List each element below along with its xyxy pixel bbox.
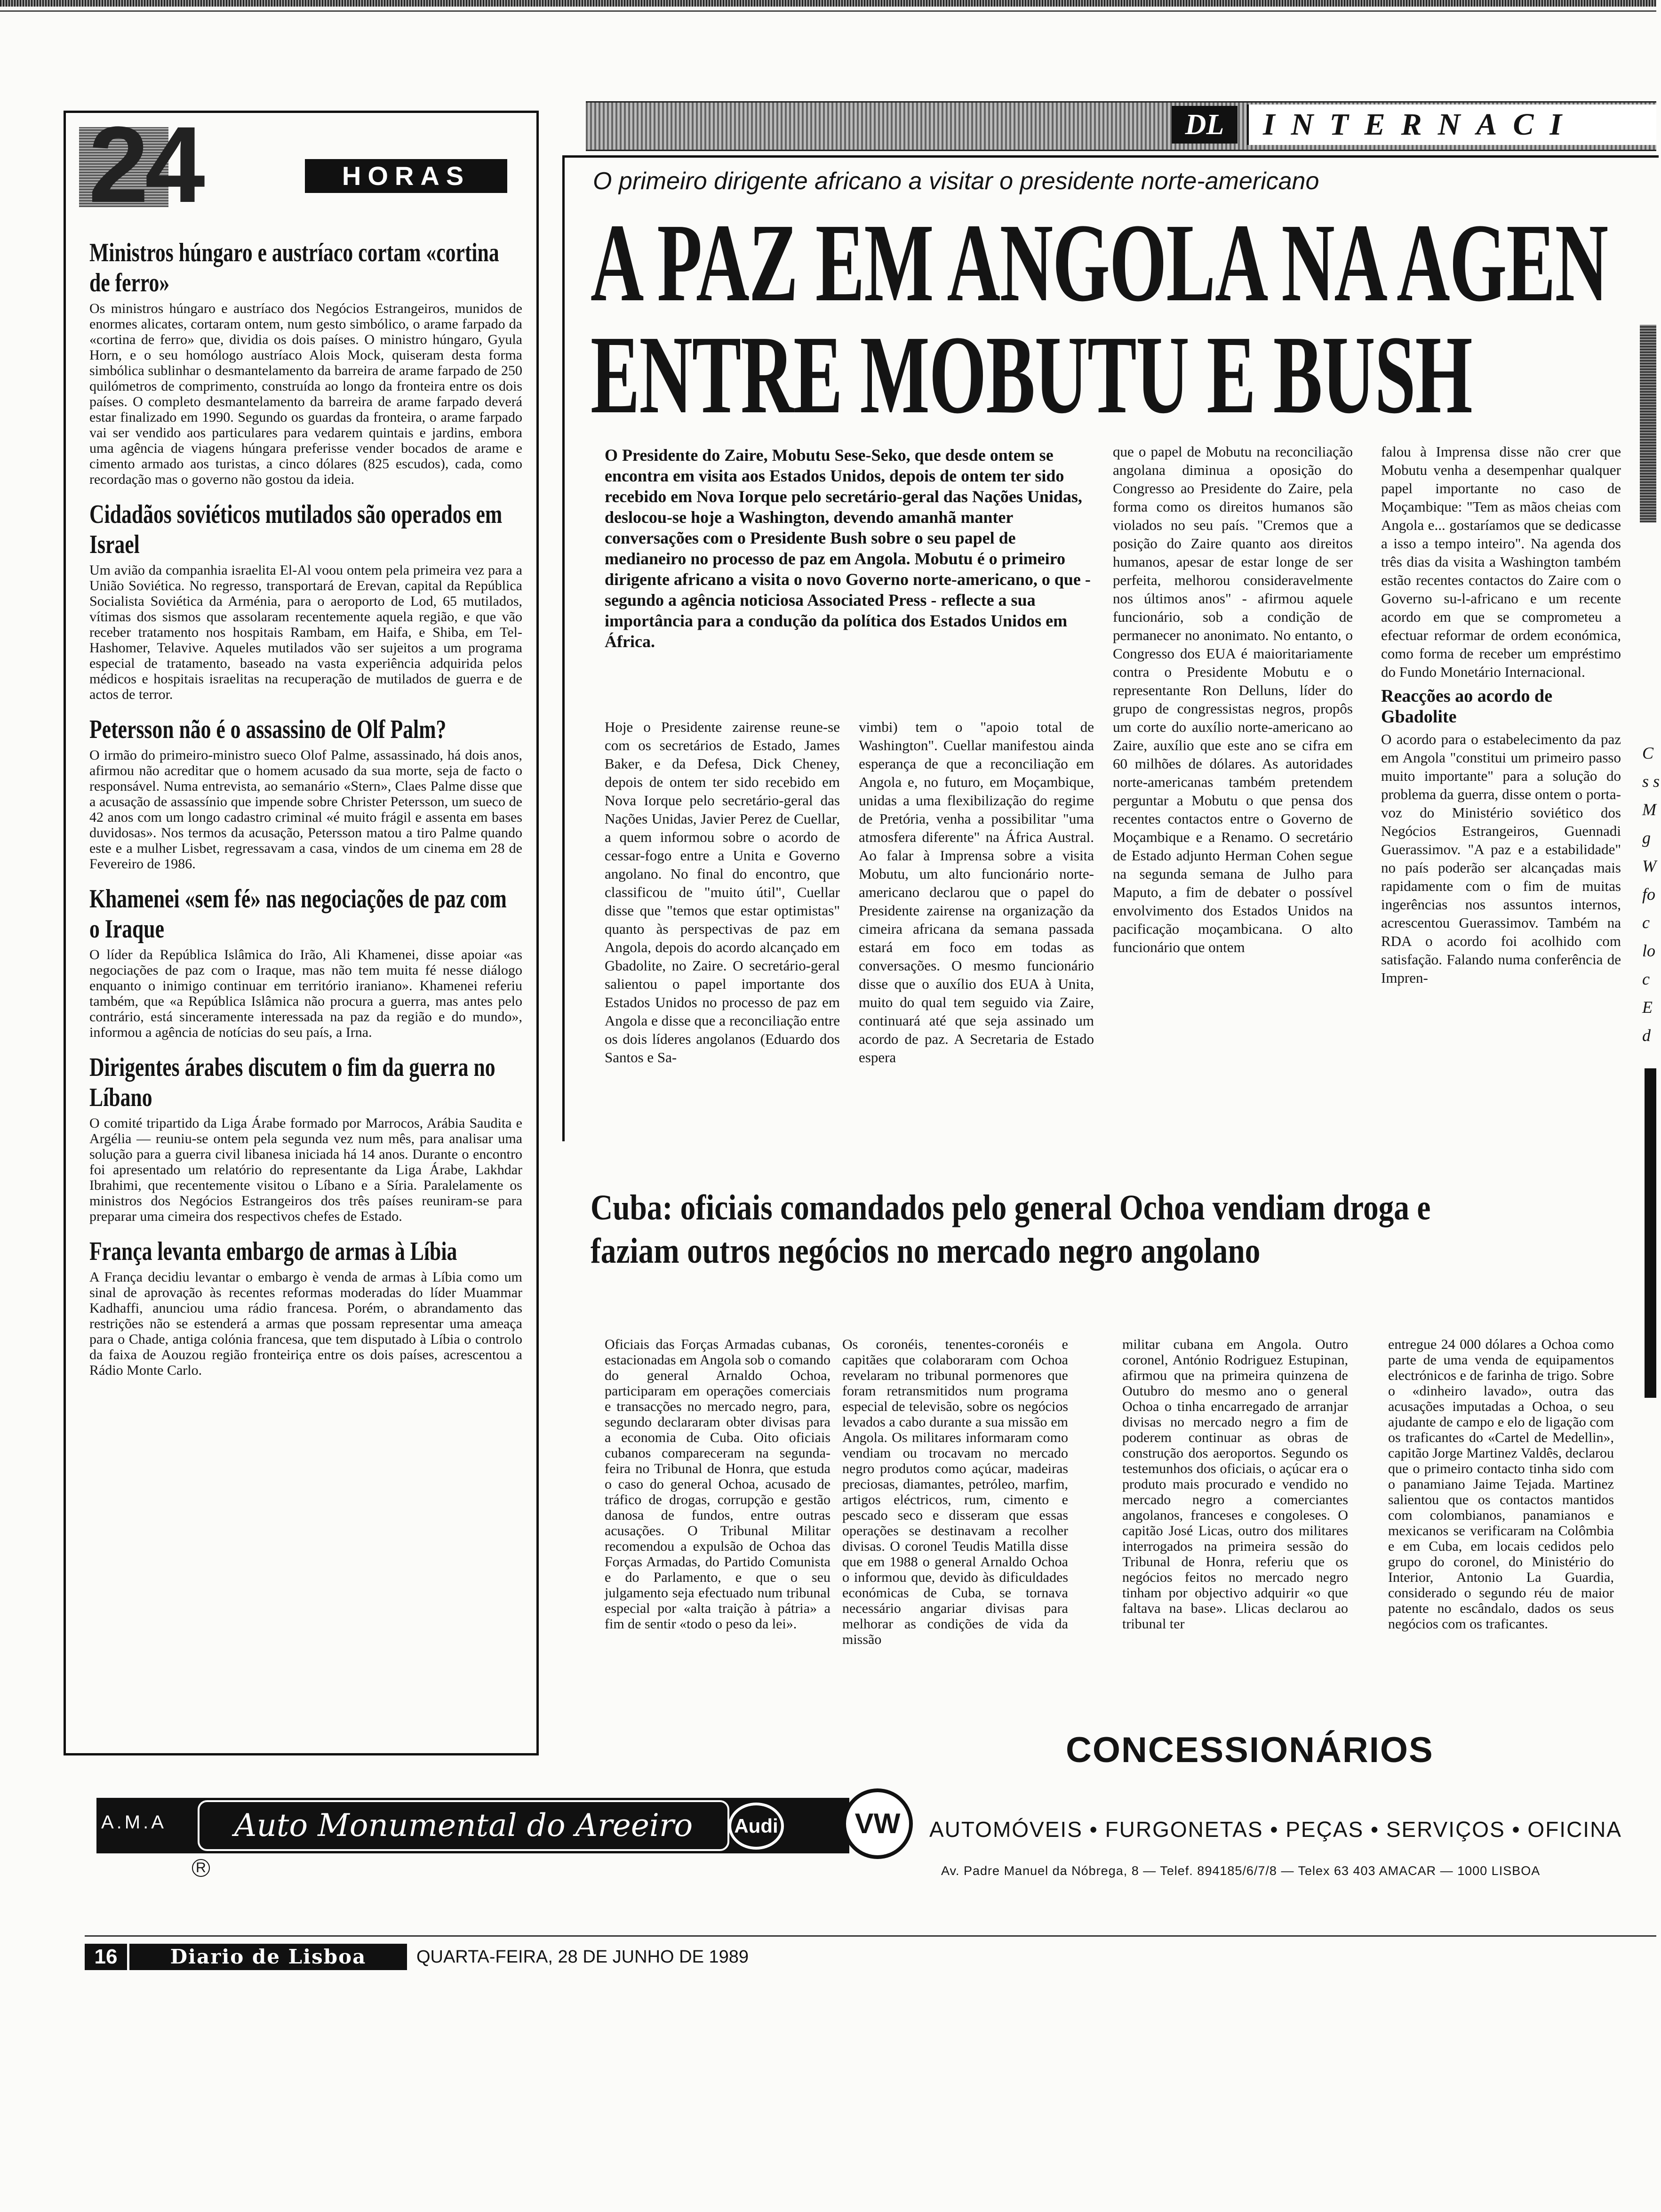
brief-body: O líder da República Islâmica do Irão, Ali Khamenei, disse apoiar «as negociações de paz com o Iraque, mas não tem muita fé nesse diálogo enquanto o inimigo continuar em território iraniano». Khamenei referiu também, que «a República Islâmica não procura a guerra, mas antes pelo contrário, está sinceramente interessada na paz da região e do mundo», informou a agência de notícias do seu país, a Irna.: [89, 947, 522, 1040]
brief-headline: Khamenei «sem fé» nas negociações de paz com o Iraque: [89, 884, 507, 944]
main-column-2: [859, 718, 1094, 1066]
article-subhead: Reacções ao acordo de Gbadolite: [1381, 686, 1553, 727]
top-scan-edge: [0, 0, 1656, 7]
ad-brand-short: A.M.A: [101, 1812, 167, 1833]
issue-date: QUARTA-FEIRA, 28 DE JUNHO DE 1989: [416, 1947, 749, 1967]
cuba-column-2: [842, 1337, 1068, 1647]
top-rule: [0, 10, 1656, 12]
brief-body: O comité tripartido da Liga Árabe formado por Marrocos, Arábia Saudita e Argélia — reuniu-se ontem pela segunda vez num mês, para analisar uma solução para a guerra civil libanesa iniciada há 14 anos. Durante o encontro foi apresentado um relatório do representante da Liga Árabe, Lakhdar Ibrahimi, que recentemente visitou o Líbano e a Síria. Paralelamente os ministros dos Negócios Estrangeiros dos três países reuniram-se para preparar uma cimeira dos respectivos chefes de Estado.: [89, 1115, 522, 1224]
ad-address: Av. Padre Manuel da Nóbrega, 8 — Telef. 894185/6/7/8 — Telex 63 403 AMACAR — 1000 LISBOA: [941, 1864, 1541, 1878]
article-text: O acordo para o estabelecimento da paz em Angola "constitui um primeiro passo muito importante" para a solução do problema da guerra, disse ontem o porta-voz do Ministério soviético dos Negócios Estrangeiros, Guennadi Guerassimov. "A paz e a estabilidade" no país poderão ser alcançadas mais rapidamente com o fim de muitas ingerências nos assuntos internos, acrescentou Guerassimov. Também na RDA o acordo foi acolhido com satisfação. Falando numa conferência de Impren-: [1381, 731, 1621, 986]
main-column-3: [1113, 442, 1353, 956]
brief-item: [89, 1052, 522, 1224]
registered-mark: R: [192, 1859, 210, 1877]
vw-logo: VW: [842, 1788, 913, 1859]
cropped-dark-block: [1645, 1068, 1656, 1398]
brief-item: [89, 238, 522, 487]
brief-item: [89, 884, 522, 1040]
paper-name: Diario de Lisboa: [129, 1944, 407, 1970]
article-text: Hoje o Presidente zairense reune-se com os secretários de Estado, James Baker, e da Defesa, Dick Cheney, depois de ontem ter sido recebido em Nova Iorque pelo secretário-geral das Nações Unidas, Javier Perez de Cuellar, a quem informou sobre o acordo de cessar-fogo entre a Unita e Governo angolano. No final do encontro, que classificou de "muito útil", Cuellar disse que "temos que estar optimistas" quanto às perspectivas de paz em Angola, depois do acordo alcançado em Gbadolite, no Zaire. O secretário-geral salientou o papel importante dos Estados Unidos no processo de paz em Angola e disse que a reconciliação entre os dois líderes angolanos (Eduardo dos Santos e Sa-: [605, 719, 840, 1066]
brief-headline: Dirigentes árabes discutem o fim da guerra no Líbano: [89, 1053, 495, 1112]
brief-headline: Petersson não é o assassino de Olf Palm?: [89, 715, 447, 744]
horas-label: HORAS: [305, 159, 507, 193]
audi-logo: Audi: [728, 1803, 784, 1850]
main-column-4: [1381, 442, 1621, 987]
headline-line-1: A PAZ EM ANGOLA NA AGEN: [591, 201, 1608, 325]
headline-line-2: ENTRE MOBUTU E BUSH: [591, 313, 1472, 437]
ad-title: CONCESSIONÁRIOS: [1066, 1730, 1434, 1770]
brief-item: [89, 1236, 522, 1378]
brief-body: O irmão do primeiro-ministro sueco Olof Palme, assassinado, há dois anos, afirmou não acreditar que o homem acusado da sua morte, seja de facto o responsável. Numa entrevista, ao semanário «Stern», Claes Palme disse que a acusação de assassínio que impende sobre Christer Petersson, um sueco de 42 anos com um longo cadastro criminal «é muito frágil e assenta em bases duvidosas». Nos termos da acusação, Petersson matou a tiro Palme quando este e a mulher Lisbet, regressavam a casa, vindos de um cinema em 28 de Fevereiro de 1986.: [89, 747, 522, 872]
brief-headline: Ministros húngaro e austríaco cortam «cortina de ferro»: [89, 238, 499, 297]
section-name: INTERNACI: [1247, 104, 1656, 145]
article-text: vimbi) tem o "apoio total de Washington". Cuellar manifestou ainda esperança de que a reconciliação em Angola e, no futuro, em Moçambique, unidas a uma flexibilização do regime de Pretória, venha a possibilitar "uma atmosfera diferente" na África Austral. Ao falar à Imprensa sobre a visita Mobutu, um alto funcionário norte-americano declarou que o papel do Presidente zairense na organização da cimeira africana da semana passada estará em foco em todas as conversações. O mesmo funcionário disse que o auxílio dos EUA à Unita, muito do qual tem seguido via Zaire, continuará até que seja assinado um acordo de paz. A Secretaria de Estado espera: [859, 719, 1094, 1066]
briefs-list: [89, 238, 522, 1390]
main-headline: [591, 201, 1608, 437]
dl-logo: DL: [1172, 106, 1238, 144]
brief-item: [89, 714, 522, 872]
cropped-column-fragment: C s s M g W fo c lo c E d: [1642, 744, 1660, 1045]
cuba-headline: Cuba: oficiais comandados pelo general Ochoa vendiam droga e faziam outros negócios no mercado negro angolano: [591, 1188, 1431, 1271]
page-number: 16: [85, 1944, 127, 1970]
article-text: Oficiais das Forças Armadas cubanas, estacionadas em Angola sob o comando do general Arnaldo Ochoa, participaram em operações comerciais e transacções no mercado negro, para, segundo declararam obter divisas para a economia de Cuba. Oito oficiais cubanos compareceram na segunda-feira no Tribunal de Honra, que estuda o caso do general Ochoa, acusado de tráfico de drogas, corrupção e gestão danosa de fundos, entre outras acusações. O Tribunal Militar recomendou a expulsão de Ochoa das Forças Armadas, do Partido Comunista e do Parlamento, e que o seu julgamento seja efectuado num tribunal especial por «alta traição à pátria» a fim de sentir «todo o peso da lei».: [605, 1337, 830, 1632]
article-text: falou à Imprensa disse não crer que Mobutu venha a desempenhar qualquer papel importante no caso de Moçambique: "Tem as mãos cheias com Angola e... gostaríamos que se dedicasse a isso a tempo inteiro". Na agenda dos três dias da visita a Washington também estão recentes contactos do Zaire com o Governo su-l-africano e um recente acordo em que se comprometeu a efectuar reformar de ordem económica, como forma de receber um empréstimo do Fundo Monetário Internacional.: [1381, 443, 1621, 680]
footer-rule: [85, 1935, 1656, 1937]
horas-banner: [88, 104, 517, 225]
cuba-column-1: [605, 1337, 830, 1632]
brief-body: A França decidiu levantar o embargo è venda de armas à Líbia como um sinal de aprovação às recentes reformas moderadas do líder Muammar Kadhaffi, anunciou uma rádio francesa. Porém, o abrandamento das restrições não se estenderá a armas que possam representar uma ameaça para o Chade, antiga colónia francesa, que tem disputado à Líbia o controlo da faixa de Aouzou região fronteiriça entre os dois países, acrescentou a Rádio Monte Carlo.: [89, 1269, 522, 1378]
article-text: que o papel de Mobutu na reconciliação angolana diminua a oposição do Congresso ao Presidente do Zaire, pela forma como os direitos humanos são violados no seu país. "Cremos que a posição do Zaire quanto aos direitos humanos, apesar de estar longe de ser perfeita, melhorou consideravelmente nos últimos anos" - afirmou aquele funcionário, sob a condição de permanecer no anonimato. No entanto, o Congresso dos EUA é maioritariamente contra o Presidente Mobutu e o representante Ron Delluns, líder do grupo de congressistas negros, propôs um corte do auxílio norte-americano ao Zaire, auxílio que este ano se cifra em 60 milhões de dólares. As autoridades norte-americanas também pretendem perguntar a Mobutu o que pensa dos recentes contactos entre o Governo de Moçambique e a Renamo. O secretário de Estado adjunto Herman Cohen segue na segunda semana de Julho para Maputo, a fim de debater o possível envolvimento dos Estados Unidos na pacificação moçambicana. O alto funcionário que ontem: [1113, 443, 1353, 955]
brief-body: Os ministros húngaro e austríaco dos Negócios Estrangeiros, munidos de enormes alicates, cortaram ontem, num gesto simbólico, o arame farpado da «cortina de ferro» que, dividia os dois países. O ministro húngaro, Gyula Horn, e o seu homólogo austríaco Alois Mock, quiseram desta forma simbólica sublinhar o desmantelamento da barreira de arame farpado de 250 quilómetros de comprimento, construída ao longo da fronteira entre os dois países. O completo desmantelamento da barreira de arame farpado deverá estar finalizado em 1990. Segundo os guardas da fronteira, o arame farpado vai ser vendido aos particulares para vedarem quintais e jardins, embora uma agência de viagens húngara preferisse vender bocados de arame e cimento armado aos turistas, a cinco dólares (825 escudos), cada, como recordação mas o governo não gostou da ideia.: [89, 301, 522, 487]
horas-big-number: 24: [88, 122, 201, 207]
brief-headline: França levanta embargo de armas à Líbia: [89, 1237, 457, 1266]
cuba-column-3: [1122, 1337, 1348, 1632]
brief-headline: Cidadãos soviéticos mutilados são operados em Israel: [89, 500, 503, 559]
brief-body: Um avião da companhia israelita El-Al voou ontem pela primeira vez para a União Soviética. No regresso, transportará de Erevan, capital da República Socialista Soviética da Arménia, para o aeroporto de Lod, 65 mutilados, vítimas dos sismos que assolaram recentemente aquela região, e que vão receber tratamento nos hospitais Rambam, em Haifa, e Shiba, em Tel-Hashomer, Telavive. Aqueles mutilados vão ser sujeitos a um programa especial de tratamento, baseado na vasta experiência adquirida pelos médicos e hospitais israelitas na recuperação de mutilados de guerra e de actos de terror.: [89, 562, 522, 702]
article-text: militar cubana em Angola. Outro coronel, António Rodriguez Estupinan, afirmou que na primeira quinzena de Outubro do mesmo ano o general Ochoa o tinha encarregado de arranjar divisas no mercado negro a fim de poderem continuar as obras de construção dos aeroportos. Segundo os testemunhos dos oficiais, o açúcar era o produto mais procurado e vendido no mercado negro a comerciantes angolanos, franceses e congoleses. O capitão José Licas, outro dos militares interrogados na primeira sessão do Tribunal de Honra, referiu que os negócios feitos no mercado negro tinham por objectivo adquirir «o que faltava na base». Llicas declarou ao tribunal ter: [1122, 1337, 1348, 1632]
ad-brand-script: Auto Monumental do Areeiro: [198, 1800, 729, 1851]
main-column-1: [605, 718, 840, 1066]
article-text: Os coronéis, tenentes-coronéis e capitães que colaboraram com Ochoa revelaram no tribunal pormenores que foram retransmitidos num programa especial de televisão, sobre os negócios levados a cabo durante a sua missão em Angola. Os militares informaram como vendiam ou trocavam no mercado negro produtos como açúcar, madeiras preciosas, diamantes, petróleo, marfim, artigos eléctricos, rum, cimento e pescado seco e disseram que essas operações se destinavam a recolher divisas. O coronel Teudis Matilla disse que em 1988 o general Arnaldo Ochoa o informou que, devido às dificuldades económicas de Cuba, se tornava necessário angariar divisas para melhorar as condições de vida da missão: [842, 1337, 1068, 1647]
brief-item: [89, 499, 522, 702]
cuba-column-4: [1388, 1337, 1614, 1632]
main-kicker: O primeiro dirigente africano a visitar o presidente norte-americano: [593, 168, 1319, 195]
main-lead: O Presidente do Zaire, Mobutu Sese-Seko, que desde ontem se encontra em visita aos Estados Unidos, depois de ontem ter sido recebido em Nova Iorque pelo secretário-geral das Nações Unidas, deslocou-se hoje a Washington, devendo amanhã manter conversações com o Presidente Bush sobre o seu papel de medianeiro no processo de paz em Angola. Mobutu é o primeiro dirigente africano a visita o novo Governo norte-americano, o que - segundo a agência noticiosa Associated Press - reflecte a sua importância para a condução da política dos Estados Unidos em África.: [605, 446, 1091, 651]
article-text: entregue 24 000 dólares a Ochoa como parte de uma venda de equipamentos electrónicos e de farinha de trigo. Sobre o «dinheiro lavado», outra das acusações imputadas a Ochoa, o seu ajudante de campo e elo de ligação com os traficantes do «Cartel de Medellin», capitão Jorge Martinez Valdês, declarou que o primeiro contacto tinha sido com o panamiano Jaime Tejada. Martinez salientou que os contactos mantidos com colombianos, panamianos e mexicanos se verificaram na Colômbia e em Cuba, em locais cedidos pelo grupo do coronel, do Ministério do Interior, Antonio La Guardia, considerado o segundo réu de maior patente no escândalo, dados os seus negócios com os traficantes.: [1388, 1337, 1614, 1632]
ad-services: AUTOMÓVEIS • FURGONETAS • PEÇAS • SERVIÇOS • OFICINA: [929, 1817, 1622, 1842]
photo-edge: [1640, 325, 1656, 522]
